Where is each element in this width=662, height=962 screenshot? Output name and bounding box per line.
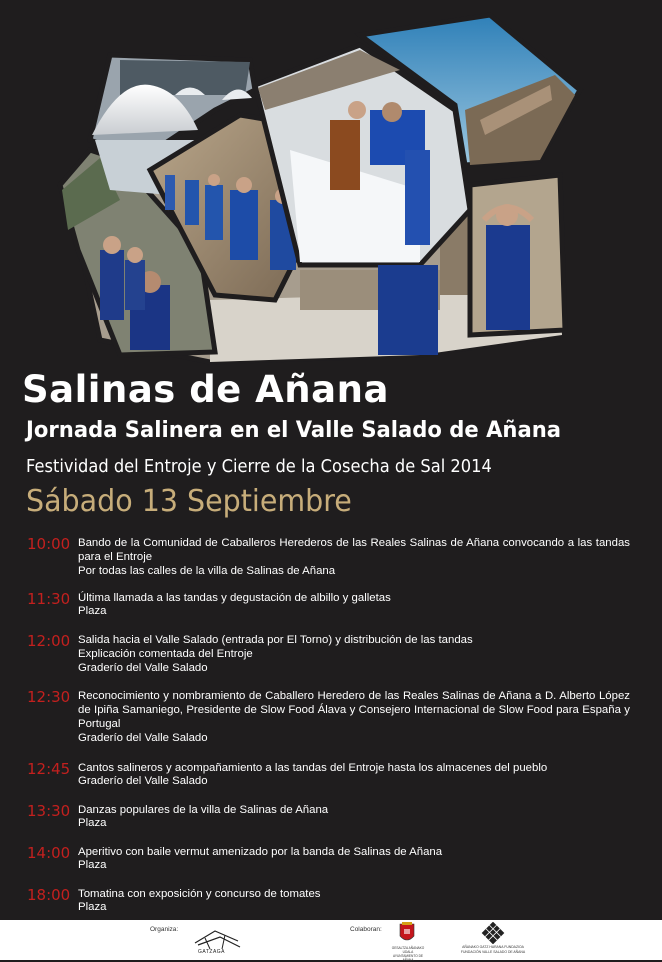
event-place: Plaza — [78, 859, 107, 871]
event-description: Cantos salineros y acompañamiento a las tandas del Entroje hasta los almacenes del pueblo — [78, 762, 548, 774]
ayuntamiento-text: GESALTZA AÑANAKO UDALA AYUNTAMIENTO DE AÑANA — [391, 946, 425, 962]
event-place: Graderío del Valle Salado — [78, 775, 208, 787]
fundacion-logo — [458, 922, 528, 958]
event-description: Bando de la Comunidad de Caballeros Herederos de las Reales Salinas de Añana convocando a las tandas para el Entroje — [78, 537, 630, 563]
event-description: Aperitivo con baile vermut amenizado por la banda de Salinas de Añana — [78, 846, 443, 858]
event-time: 12:00 — [27, 632, 71, 650]
gatzaga-logo — [190, 923, 245, 957]
event-description: Danzas populares de la villa de Salinas de Añana — [78, 804, 329, 816]
event-description: Tomatina con exposición y concurso de tomates — [78, 888, 321, 900]
event-place: Graderío del Valle Salado — [78, 732, 208, 744]
event-time: 10:00 — [27, 535, 71, 553]
event-time: 11:30 — [27, 590, 71, 608]
event-time: 14:00 — [27, 844, 71, 862]
event-time: 18:00 — [27, 886, 71, 904]
photo-foreground-figure — [378, 265, 438, 355]
photo-woman-right — [470, 175, 565, 335]
event-subtitle: Jornada Salinera en el Valle Salado de Añana — [26, 418, 562, 443]
event-time: 12:30 — [27, 688, 71, 706]
event-description: Reconocimiento y nombramiento de Caballero Heredero de las Reales Salinas de Añana a D. Alberto López de Ipiña Samaniego, Presidente de Slow Food Álava y Consejero Internacional de Slow Food para España y Portugal — [78, 690, 630, 730]
festival-name: Festividad del Entroje y Cierre de la Cosecha de Sal 2014 — [26, 457, 492, 477]
event-place: Graderío del Valle Salado — [78, 662, 208, 674]
event-place: Plaza — [78, 817, 107, 829]
event-place: Por todas las calles de la villa de Salinas de Añana — [78, 565, 336, 577]
ayuntamiento-crest-logo — [391, 922, 425, 962]
event-place: Plaza — [78, 605, 107, 617]
event-time: 12:45 — [27, 760, 71, 778]
fundacion-text: AÑANAKO GATZ HARANA FUNDAZIOA FUNDACIÓN VALLE SALADO DE AÑANA — [460, 945, 526, 954]
event-time: 13:30 — [27, 802, 71, 820]
colaboran-label: Colaboran: — [350, 926, 382, 933]
event-title: Salinas de Añana — [22, 368, 389, 411]
event-note: Explicación comentada del Entroje — [78, 648, 253, 660]
event-date: Sábado 13 Septiembre — [26, 484, 352, 519]
organiza-label: Organiza: — [150, 926, 179, 933]
event-place: Plaza — [78, 901, 107, 913]
event-description: Salida hacia el Valle Salado (entrada por El Torno) y distribución de las tandas — [78, 634, 473, 646]
gatzaga-logo-text: GATZAGA — [198, 949, 226, 955]
event-description: Última llamada a las tandas y degustación de albillo y galletas — [78, 592, 391, 604]
sponsor-footer — [0, 920, 662, 960]
photo-collage — [0, 0, 662, 370]
